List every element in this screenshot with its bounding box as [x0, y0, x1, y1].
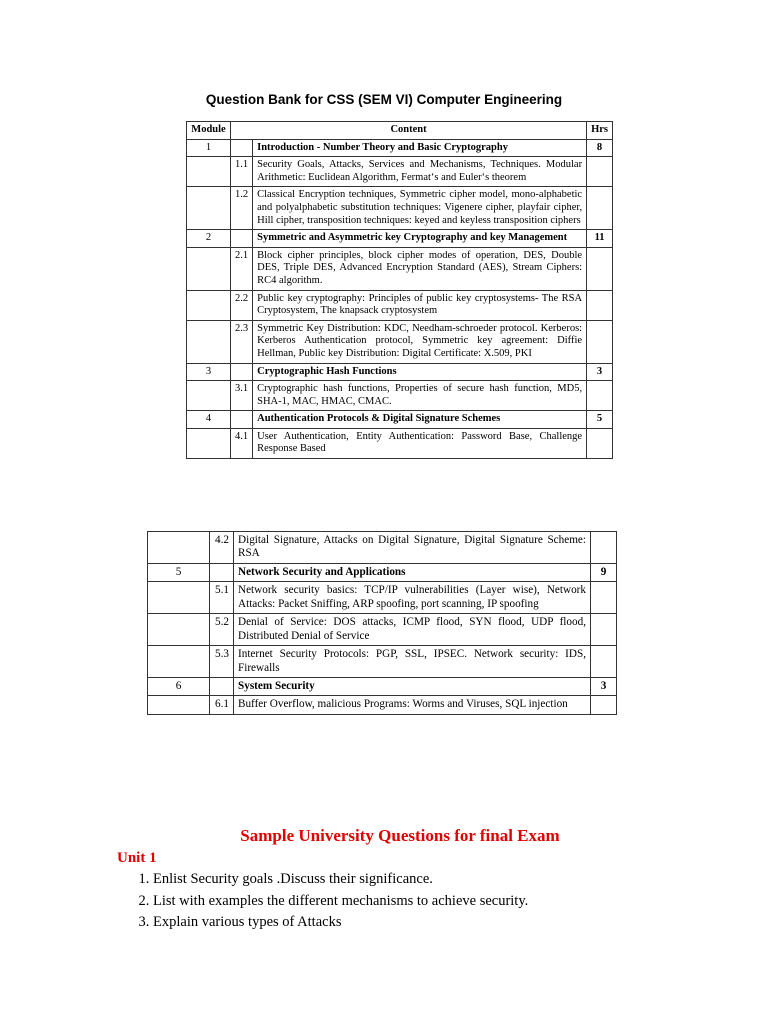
hours-cell: 3: [587, 363, 613, 381]
module-cell: 4: [187, 411, 231, 429]
question-list: [125, 869, 528, 934]
content-cell: Denial of Service: DOS attacks, ICMP flood, SYN flood, UDP flood, Distributed Denial of Service: [234, 614, 591, 646]
table-row: [187, 363, 613, 381]
content-cell: Digital Signature, Attacks on Digital Signature, Digital Signature Scheme: RSA: [234, 532, 591, 564]
module-cell: [187, 187, 231, 230]
subsection-cell: [210, 677, 234, 695]
content-cell: System Security: [234, 677, 591, 695]
table-row: [187, 428, 613, 458]
hours-cell: [587, 187, 613, 230]
hours-cell: [591, 582, 617, 614]
subsection-cell: 5.1: [210, 582, 234, 614]
module-cell: 5: [148, 563, 210, 581]
table-row: [187, 381, 613, 411]
content-cell: Introduction - Number Theory and Basic Cryptography: [253, 139, 587, 157]
table-row: [187, 247, 613, 290]
table-row: [187, 290, 613, 320]
subsection-cell: 2.1: [231, 247, 253, 290]
table-row: [187, 187, 613, 230]
hours-cell: [587, 381, 613, 411]
subsection-cell: 3.1: [231, 381, 253, 411]
hours-cell: 8: [587, 139, 613, 157]
hours-cell: [587, 157, 613, 187]
header-hrs: Hrs: [587, 122, 613, 140]
content-cell: Block cipher principles, block cipher modes of operation, DES, Double DES, Triple DES, Advanced Encryption Standard (AES), Stream Ciphers: RC4 algorithm.: [253, 247, 587, 290]
subsection-cell: 6.1: [210, 696, 234, 714]
hours-cell: 3: [591, 677, 617, 695]
content-cell: Network security basics: TCP/IP vulnerabilities (Layer wise), Network Attacks: Packet Sniffing, ARP spoofing, port scanning, IP spoofing: [234, 582, 591, 614]
module-cell: [187, 320, 231, 363]
hours-cell: [591, 532, 617, 564]
hours-cell: [591, 646, 617, 678]
table-row: [148, 582, 617, 614]
subsection-cell: 5.3: [210, 646, 234, 678]
table-row: [148, 696, 617, 714]
subsection-cell: [231, 139, 253, 157]
module-cell: 2: [187, 230, 231, 248]
content-cell: Cryptographic hash functions, Properties of secure hash function, MD5, SHA-1, MAC, HMAC, CMAC.: [253, 381, 587, 411]
syllabus-table-2: [147, 531, 617, 715]
module-cell: 3: [187, 363, 231, 381]
content-cell: Cryptographic Hash Functions: [253, 363, 587, 381]
hours-cell: [587, 247, 613, 290]
table-row: [187, 157, 613, 187]
subsection-cell: [210, 563, 234, 581]
subsection-cell: 1.1: [231, 157, 253, 187]
module-cell: [187, 247, 231, 290]
hours-cell: 5: [587, 411, 613, 429]
module-cell: [148, 696, 210, 714]
hours-cell: 11: [587, 230, 613, 248]
page-title: Question Bank for CSS (SEM VI) Computer Engineering: [205, 92, 563, 107]
content-cell: Buffer Overflow, malicious Programs: Worms and Viruses, SQL injection: [234, 696, 591, 714]
unit-heading: Unit 1: [117, 850, 157, 866]
table-header-row: [187, 122, 613, 140]
subsection-cell: 2.2: [231, 290, 253, 320]
content-cell: Authentication Protocols & Digital Signature Schemes: [253, 411, 587, 429]
content-cell: Internet Security Protocols: PGP, SSL, IPSEC. Network security: IDS, Firewalls: [234, 646, 591, 678]
syllabus-table-1: [186, 121, 613, 459]
module-cell: [148, 532, 210, 564]
module-cell: [187, 290, 231, 320]
content-cell: Classical Encryption techniques, Symmetric cipher model, mono-alphabetic and polyalphabetic substitution techniques: Vigenere cipher, playfair cipher, Hill cipher, transposition techniques: keyed and keyless transposition ciphers: [253, 187, 587, 230]
hours-cell: 9: [591, 563, 617, 581]
header-content: Content: [231, 122, 587, 140]
content-cell: Network Security and Applications: [234, 563, 591, 581]
table-row: [187, 411, 613, 429]
subsection-cell: [231, 363, 253, 381]
module-cell: [187, 157, 231, 187]
table-row: [148, 646, 617, 678]
subsection-cell: 4.1: [231, 428, 253, 458]
module-cell: [187, 381, 231, 411]
content-cell: Symmetric and Asymmetric key Cryptography and key Management: [253, 230, 587, 248]
content-cell: User Authentication, Entity Authentication: Password Base, Challenge Response Based: [253, 428, 587, 458]
subsection-cell: 1.2: [231, 187, 253, 230]
table-row: [148, 614, 617, 646]
hours-cell: [591, 696, 617, 714]
module-cell: [187, 428, 231, 458]
module-cell: [148, 646, 210, 678]
subsection-cell: 2.3: [231, 320, 253, 363]
table-row: [148, 563, 617, 581]
subsection-cell: 4.2: [210, 532, 234, 564]
header-module: Module: [187, 122, 231, 140]
content-cell: Public key cryptography: Principles of public key cryptosystems- The RSA Cryptosystem, The knapsack cryptosystem: [253, 290, 587, 320]
content-cell: Symmetric Key Distribution: KDC, Needham-schroeder protocol. Kerberos: Kerberos Authentication protocol, Symmetric key agreement: Diffie Hellman, Public key Distribution: Digital Certificate: X.509, PKI: [253, 320, 587, 363]
content-cell: Security Goals, Attacks, Services and Mechanisms, Techniques. Modular Arithmetic: Euclidean Algorithm, Fermat‘s and Euler‘s theorem: [253, 157, 587, 187]
table-row: [148, 677, 617, 695]
exam-heading: Sample University Questions for final Exam: [240, 826, 560, 845]
table-row: [148, 532, 617, 564]
module-cell: 6: [148, 677, 210, 695]
question-item: 1. Enlist Security goals .Discuss their significance.: [153, 869, 528, 891]
hours-cell: [587, 290, 613, 320]
question-item: 2. List with examples the different mechanisms to achieve security.: [153, 891, 528, 913]
table-row: [187, 230, 613, 248]
subsection-cell: 5.2: [210, 614, 234, 646]
hours-cell: [587, 428, 613, 458]
question-item: 3. Explain various types of Attacks: [153, 912, 528, 934]
table-row: [187, 139, 613, 157]
subsection-cell: [231, 230, 253, 248]
module-cell: [148, 614, 210, 646]
table-row: [187, 320, 613, 363]
hours-cell: [591, 614, 617, 646]
module-cell: [148, 582, 210, 614]
hours-cell: [587, 320, 613, 363]
module-cell: 1: [187, 139, 231, 157]
subsection-cell: [231, 411, 253, 429]
